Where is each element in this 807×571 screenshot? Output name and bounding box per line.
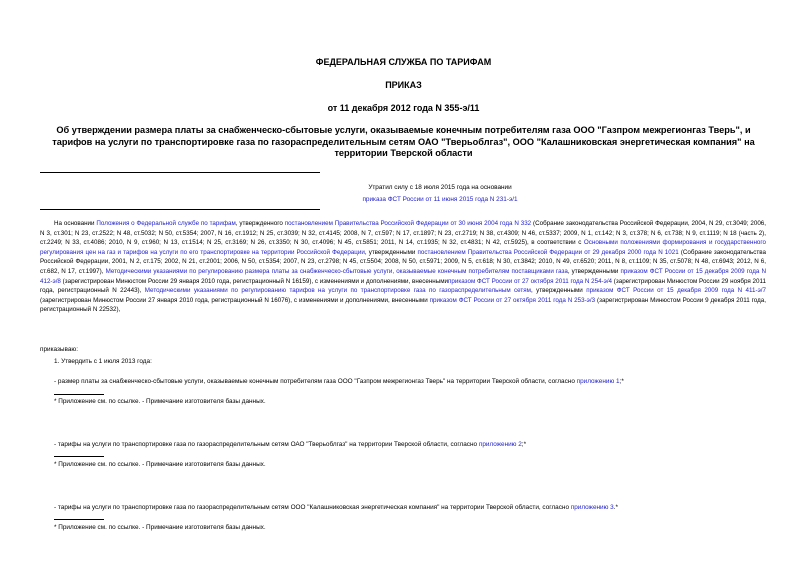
footnote-divider-1	[54, 394, 104, 395]
preamble-text: , утвержденными	[567, 267, 621, 275]
document-title: Об утверждении размера платы за снабженческо-сбытовые услуги, оказываемые конечным потребителям газа ООО "Газпром межрегионгаз Тверь", и тарифов на услуги по транспортировке газа по газораспределительным сетям ОАО "Тверьоблгаз", ООО "Калашниковская энергетическая компания" на территории Тверской области	[52, 125, 755, 158]
validity-note-link[interactable]: приказа ФСТ России от 11 июня 2015 года N 231-э/1	[362, 196, 518, 203]
preamble-text: , утвержденными	[530, 287, 587, 295]
bullet-3	[54, 503, 618, 512]
footnote-divider-3	[54, 519, 104, 520]
item-1: 1. Утвердить с 1 июля 2013 года:	[54, 358, 152, 365]
preamble-text: (зарегистрирован Минюстом России 29 января 2010 года, регистрационный N 16159), с изменениями и дополнениями, внесенными	[60, 277, 449, 285]
link-order-411[interactable]: приказом ФСТ России от 15 декабря 2009 года N 411-э/7	[586, 287, 767, 295]
link-methodical-guidelines-transport[interactable]: Методическими указаниями по регулированию тарифов на услуги по транспортировке газа по газораспределительным сетям	[144, 287, 531, 295]
bullet-3-text: - тарифы на услуги по транспортировке газа по газораспределительным сетям ООО "Калашниковская энергетическая компания" на территории Тверской области, согласно	[54, 504, 571, 511]
footnote-1: * Приложение см. по ссылке. - Примечание изготовителя базы данных.	[54, 398, 266, 405]
bullet-1-tail: ;*	[619, 378, 624, 385]
top-divider	[40, 172, 320, 173]
validity-note-text: Утратил силу с 18 июля 2015 года на основании	[368, 184, 512, 191]
doc-type: ПРИКАЗ	[385, 80, 422, 90]
preamble-text: (зарегистрирован Минюстом России 29 ноября 2011 года, регистрационный N 22443),	[40, 277, 766, 295]
link-basic-provisions[interactable]: Основными положениями формирования и государственного регулирования цен на газ и тарифов на услуги по его транспортировке на территории Российской Федерации	[40, 239, 766, 256]
preamble-text: , утвержденными	[364, 248, 418, 256]
link-government-decree-1021[interactable]: постановлением Правительства Российской Федерации от 29 декабря 2000 года N 1021	[417, 248, 679, 256]
link-order-253[interactable]: приказом ФСТ России от 27 октября 2011 года N 253-э/3	[429, 296, 596, 304]
preamble-text: (Собрание законодательства Российской Федерации, 2004, N 29, ст.3049; 2006, N 3, ст.301; N 23, ст.2522; N 48, ст.5032; N 50, ст.5354; 2007, N 16, ст.1912; N 25, ст.3039; N 32, ст.4145; 2008, N 7, ст.597; N 17, ст.1897; N 23, ст.2719; N 38, ст.4309; N 46, ст.5337; 2009, N 1, ст.142; N 3, ст.378; N 6, ст.738; N 9, ст.1119; N 18 (часть 2), ст.2249; N 33, ст.4086; 2010, N 9, ст.960; N 13, ст.1514; N 25, ст.3169; N 26, ст.3350; N 30, ст.4096; N 45, ст.5851; 2011, N 14, ст.1935; N 32, ст.4831; N 42, ст.5925), в соответствии с	[40, 220, 767, 247]
bullet-1-text: - размер платы за снабженческо-сбытовые услуги, оказываемые конечным потребителям газа ООО "Газпром межрегионгаз Тверь" на территории Тверской области, согласно	[54, 378, 577, 385]
footnote-3: * Приложение см. по ссылке. - Примечание изготовителя базы данных.	[54, 524, 266, 531]
doc-date-number: от 11 декабря 2012 года N 355-э/11	[327, 103, 480, 113]
link-government-decree-332[interactable]: постановлением Правительства Российской Федерации от 30 июня 2004 года N 332	[284, 220, 532, 227]
link-appendix-3[interactable]: приложению 3	[570, 504, 614, 511]
preamble-paragraph	[40, 219, 766, 315]
link-appendix-1[interactable]: приложению 1	[576, 378, 620, 385]
bullet-2-text: - тарифы на услуги по транспортировке газа по газораспределительным сетям ОАО "Тверьоблгаз" на территории Тверской области, согласно	[54, 441, 479, 448]
preamble-text: , утвержденного	[235, 220, 285, 227]
preamble-text: На основании	[54, 220, 97, 227]
bullet-3-tail: .*	[613, 504, 618, 511]
ordered-label: приказываю:	[40, 346, 78, 353]
bullet-2-tail: ;*	[521, 441, 527, 448]
link-fst-regulation[interactable]: Положения о Федеральной службе по тарифам	[96, 220, 236, 227]
link-appendix-2[interactable]: приложению 2	[478, 441, 522, 448]
preamble-text: (зарегистрирован Минюстом России 27 января 2010 года, регистрационный N 16076), с изменениями и дополнениями, внесенными	[40, 296, 430, 304]
link-order-412[interactable]: приказом ФСТ России от 15 декабря 2009 года N 412-э/8	[40, 267, 766, 285]
bullet-1	[54, 377, 624, 386]
note-divider	[40, 209, 320, 210]
agency-name: ФЕДЕРАЛЬНАЯ СЛУЖБА ПО ТАРИФАМ	[315, 57, 492, 67]
footnote-2: * Приложение см. по ссылке. - Примечание изготовителя базы данных.	[54, 461, 266, 468]
preamble-text: (Собрание законодательства Российской Федерации, 2001, N 2, ст.175; 2002, N 21, ст.2001; 2006, N 50, ст.5354; 2007, N 23, ст.2798; N 45, ст.5504; 2008, N 50, ст.5971; 2009, N 5, ст.618; N 30, ст.3842; 2010, N 49, ст.6520; 2011, N 8, ст.1109; N 35, ст.5078; N 48, ст.6943; 2012, N 6, ст.682, N 17, ст.1997),	[40, 248, 767, 275]
footnote-divider-2	[54, 456, 104, 457]
preamble-text: (зарегистрирован Минюстом России 9 декабря 2011 года, регистрационный N 22532),	[40, 296, 766, 314]
link-methodical-guidelines-supply[interactable]: Методическими указаниями по регулированию размера платы за снабженческо-сбытовые услуги, оказываемые конечным потребителям поставщиками газа	[105, 267, 568, 275]
link-order-254[interactable]: приказом ФСТ России от 27 октября 2011 года N 254-э/4	[448, 277, 613, 285]
bullet-2	[54, 440, 526, 449]
